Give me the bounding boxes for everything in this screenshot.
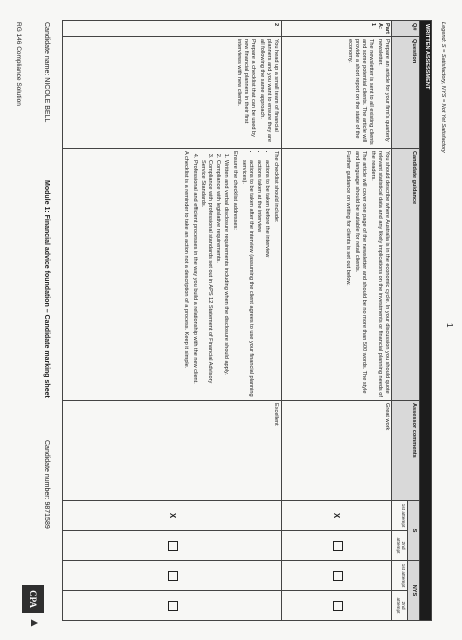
assessor-comment: Great work xyxy=(281,401,391,501)
list-item: 4. Professional and efficient processes in the way you build a relationship with the new client. xyxy=(191,160,198,398)
list-item: 3. Compliance with professional standards set out in APS 12 Statement of Financial Advisory Service Standards. xyxy=(199,160,213,398)
nys-1st-attempt-checkbox[interactable] xyxy=(281,561,391,591)
nys-2nd-attempt-checkbox[interactable] xyxy=(281,591,391,621)
col-comments: Assessor comments xyxy=(392,401,420,501)
list-item: • actions to be taken after the interview (assuming the client agrees to use your financial planning services). xyxy=(240,160,254,398)
question-text: Prepare a checklist that can be used by new financial planners in their first interviews with new clients. xyxy=(236,39,257,137)
question-text: You head up a small team of financial planners and you want to ensure they are all following the same approach. xyxy=(259,39,280,142)
ensure-intro: Ensure the checklist addresses: xyxy=(232,151,239,230)
s-1st-attempt-checkbox[interactable]: X xyxy=(63,501,282,531)
table-row xyxy=(63,21,282,621)
module-title: Module 1: Financial advice foundation – Candidate marking sheet xyxy=(43,180,50,398)
candidate-number: Candidate number: 9871589 xyxy=(43,440,50,529)
question-text: Prepare an article for your firm's quarterly newsletter. xyxy=(376,39,390,142)
guidance-text: The article will cover one page of the newsletter and should be no more than 500 words. The style and language should be suitable for retail clients. xyxy=(353,151,367,394)
guidance-closing: A checklist is a reminder to take an action not a description of a process. Keep it simple. xyxy=(183,151,190,369)
guidance-numbered xyxy=(191,151,229,398)
nys-1st-attempt-checkbox[interactable] xyxy=(63,561,282,591)
s-2nd-attempt-checkbox[interactable] xyxy=(63,531,282,561)
cpa-logo: CPA xyxy=(22,585,44,613)
guidance-cell xyxy=(281,149,391,401)
col-guidance: Candidate guidance xyxy=(392,149,420,401)
list-item: • actions taken at the interview xyxy=(255,160,262,398)
guidance-text: Further guidance on writing for clients is set out below. xyxy=(344,151,351,286)
logo-emblem-icon: ▲ xyxy=(28,617,42,629)
s-attempt-2-label: 2nd attempt xyxy=(392,531,408,561)
col-s: S xyxy=(408,501,420,561)
legend: Legend: S = Satisfactory, NYS = Not Yet Satisfactory xyxy=(440,22,446,153)
assessor-comment: Excellent xyxy=(63,401,282,501)
list-item: 2. Compliance with legislative requirements. xyxy=(214,160,221,398)
nys-attempt-2-label: 2nd attempt xyxy=(392,591,408,621)
nys-attempt-1-label: 1st attempt xyxy=(392,561,408,591)
col-q: Q# xyxy=(392,21,420,37)
question-cell xyxy=(63,37,282,149)
col-question: Question xyxy=(392,37,420,149)
guidance-cell xyxy=(63,149,282,401)
section-title: WRITTEN ASSESSMENT xyxy=(420,21,432,621)
part-label: Part A: xyxy=(376,23,390,34)
question-cell xyxy=(281,37,391,149)
list-item: 1. Written and verbal disclosure requirements including when the disclosure should apply. xyxy=(222,160,229,398)
s-attempt-1-label: 1st attempt xyxy=(392,501,408,531)
doc-title: RG 146 Compliance Solution xyxy=(15,22,22,106)
guidance-text: You should describe where Australia is in the economic cycle. In your discussion you should quote relevant statistical data and any likely implications on the investments or financial planning needs of the readers. xyxy=(369,151,390,397)
s-2nd-attempt-checkbox[interactable] xyxy=(281,531,391,561)
list-item: • actions to be taken before the interview xyxy=(263,160,270,398)
assessment-table xyxy=(62,20,432,621)
question-number xyxy=(281,21,391,37)
col-nys: NYS xyxy=(408,561,420,621)
guidance-intro: The checklist should include: xyxy=(273,151,280,223)
guidance-bullets xyxy=(240,151,270,398)
candidate-name: Candidate name: NICOLE BELL xyxy=(43,22,50,123)
nys-2nd-attempt-checkbox[interactable] xyxy=(63,591,282,621)
question-text: The newsletter is sent to all existing clients and some potential clients. The article will provide a short report on the state of the economy. xyxy=(346,39,374,145)
s-1st-attempt-checkbox[interactable]: X xyxy=(281,501,391,531)
table-row xyxy=(281,21,391,621)
q-number: 1 xyxy=(369,23,376,27)
q-number: 2 xyxy=(63,21,282,37)
tick-mark: 1 xyxy=(445,323,454,328)
